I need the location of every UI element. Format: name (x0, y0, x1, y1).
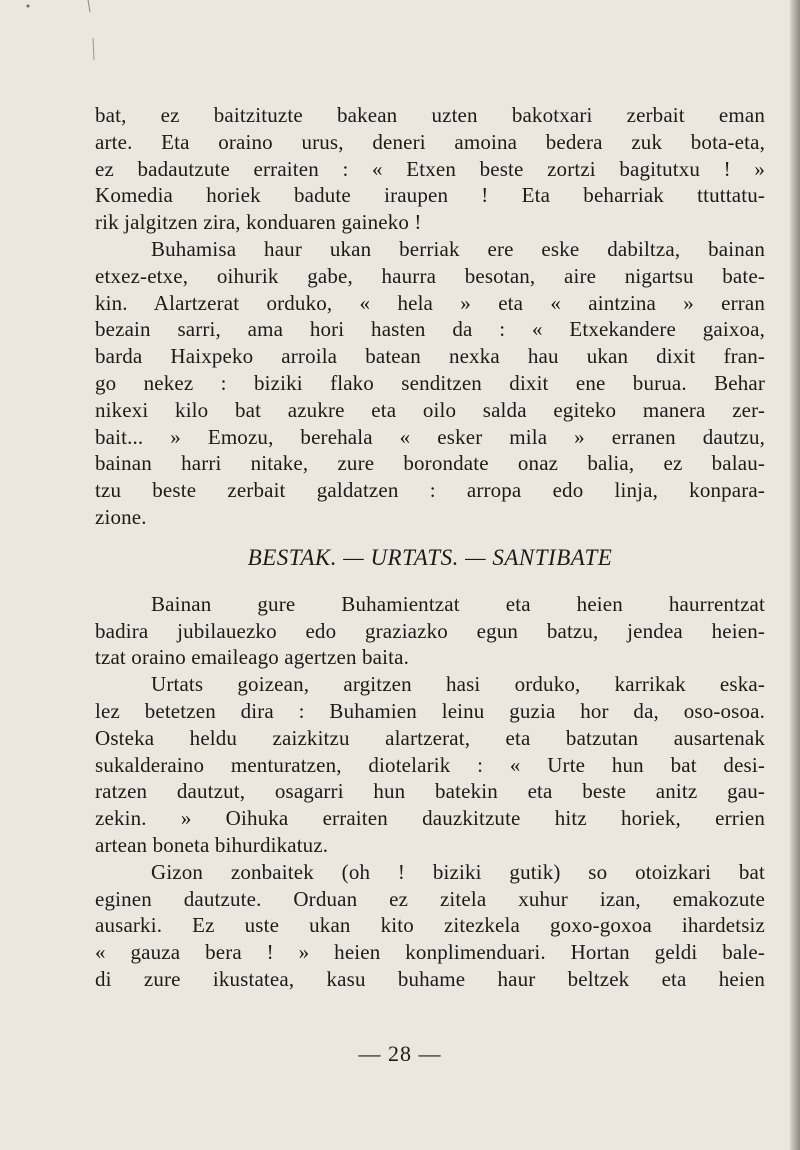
text-line: ausarki. Ez uste ukan kito zitezkela goxo-goxoa ihardetsiz (95, 913, 765, 938)
text-line: barda Haixpeko arroila batean nexka hau ukan dixit fran- (95, 344, 765, 369)
text-line: ratzen dautzut, osagarri hun batekin eta beste anitz gau- (95, 779, 765, 804)
text-line: artean boneta bihurdikatuz. (95, 832, 329, 857)
text-line: lez betetzen dira : Buhamien leinu guzia hor da, oso-osoa. (95, 698, 765, 723)
section-heading: BESTAK. — URTATS. — SANTIBATE (247, 544, 613, 570)
text-line: « gauza bera ! » heien konplimenduari. Hortan geldi bale- (95, 940, 765, 965)
page-number: — 28 — (358, 1041, 442, 1066)
binding-marks (20, 0, 120, 100)
text-line: bat, ez baitzituzte bakean uzten bakotxari zerbait eman (95, 103, 765, 127)
text-line: Bainan gure Buhamientzat eta heien haurrentzat (151, 591, 765, 616)
paragraph-3 (95, 591, 765, 671)
page-edge-shadow (790, 0, 800, 1150)
text-line: Gizon zonbaitek (oh ! biziki gutik) so otoizkari bat (151, 859, 765, 884)
paragraph-1 (95, 102, 765, 236)
paragraph-5 (95, 859, 765, 993)
text-line: arte. Eta oraino urus, deneri amoina bedera zuk bota-eta, (95, 129, 765, 154)
text-line: zekin. » Oihuka erraiten dauzkitzute hitz horiek, errien (95, 806, 765, 831)
text-line: badira jubilauezko edo graziazko egun batzu, jendea heien- (95, 618, 765, 643)
paragraph-2 (95, 236, 765, 531)
text-line: Urtats goizean, argitzen hasi orduko, karrikak eska- (151, 672, 765, 697)
document-body (95, 102, 765, 993)
text-line: etxez-etxe, oihurik gabe, haurra besotan, aire nigartsu bate- (95, 263, 765, 288)
text-line: bainan harri nitake, zure borondate onaz balia, ez balau- (95, 451, 765, 476)
text-line: di zure ikustatea, kasu buhame haur beltzek eta heien (95, 966, 765, 991)
paragraph-4 (95, 671, 765, 859)
text-line: bezain sarri, ama hori hasten da : « Etxekandere gaixoa, (95, 317, 765, 342)
text-line: eginen dautzute. Orduan ez zitela xuhur izan, emakozute (95, 886, 765, 911)
text-line: Buhamisa haur ukan berriak ere eske dabiltza, bainan (151, 236, 765, 261)
text-line: go nekez : biziki flako senditzen dixit ene burua. Behar (95, 370, 765, 395)
text-line: zione. (95, 504, 147, 529)
text-line: tzat oraino emaileago agertzen baita. (95, 645, 409, 670)
text-line: tzu beste zerbait galdatzen : arropa edo linja, konpara- (95, 478, 765, 503)
text-line: bait... » Emozu, berehala « esker mila » erranen dautzu, (95, 424, 765, 449)
text-line: Osteka heldu zaizkitzu alartzerat, eta batzutan ausartenak (95, 725, 765, 750)
text-line: nikexi kilo bat azukre eta oilo salda egiteko manera zer- (95, 397, 765, 422)
text-line: rik jalgitzen zira, konduaren gaineko ! (95, 210, 422, 235)
text-line: kin. Alartzerat orduko, « hela » eta « aintzina » erran (95, 290, 765, 315)
text-line: Komedia horiek badute iraupen ! Eta beharriak ttuttatu- (95, 183, 765, 208)
text-line: sukalderaino menturatzen, diotelarik : « Urte hun bat desi- (95, 752, 765, 777)
text-line: ez badautzute erraiten : « Etxen beste zortzi bagitutxu ! » (95, 156, 765, 181)
